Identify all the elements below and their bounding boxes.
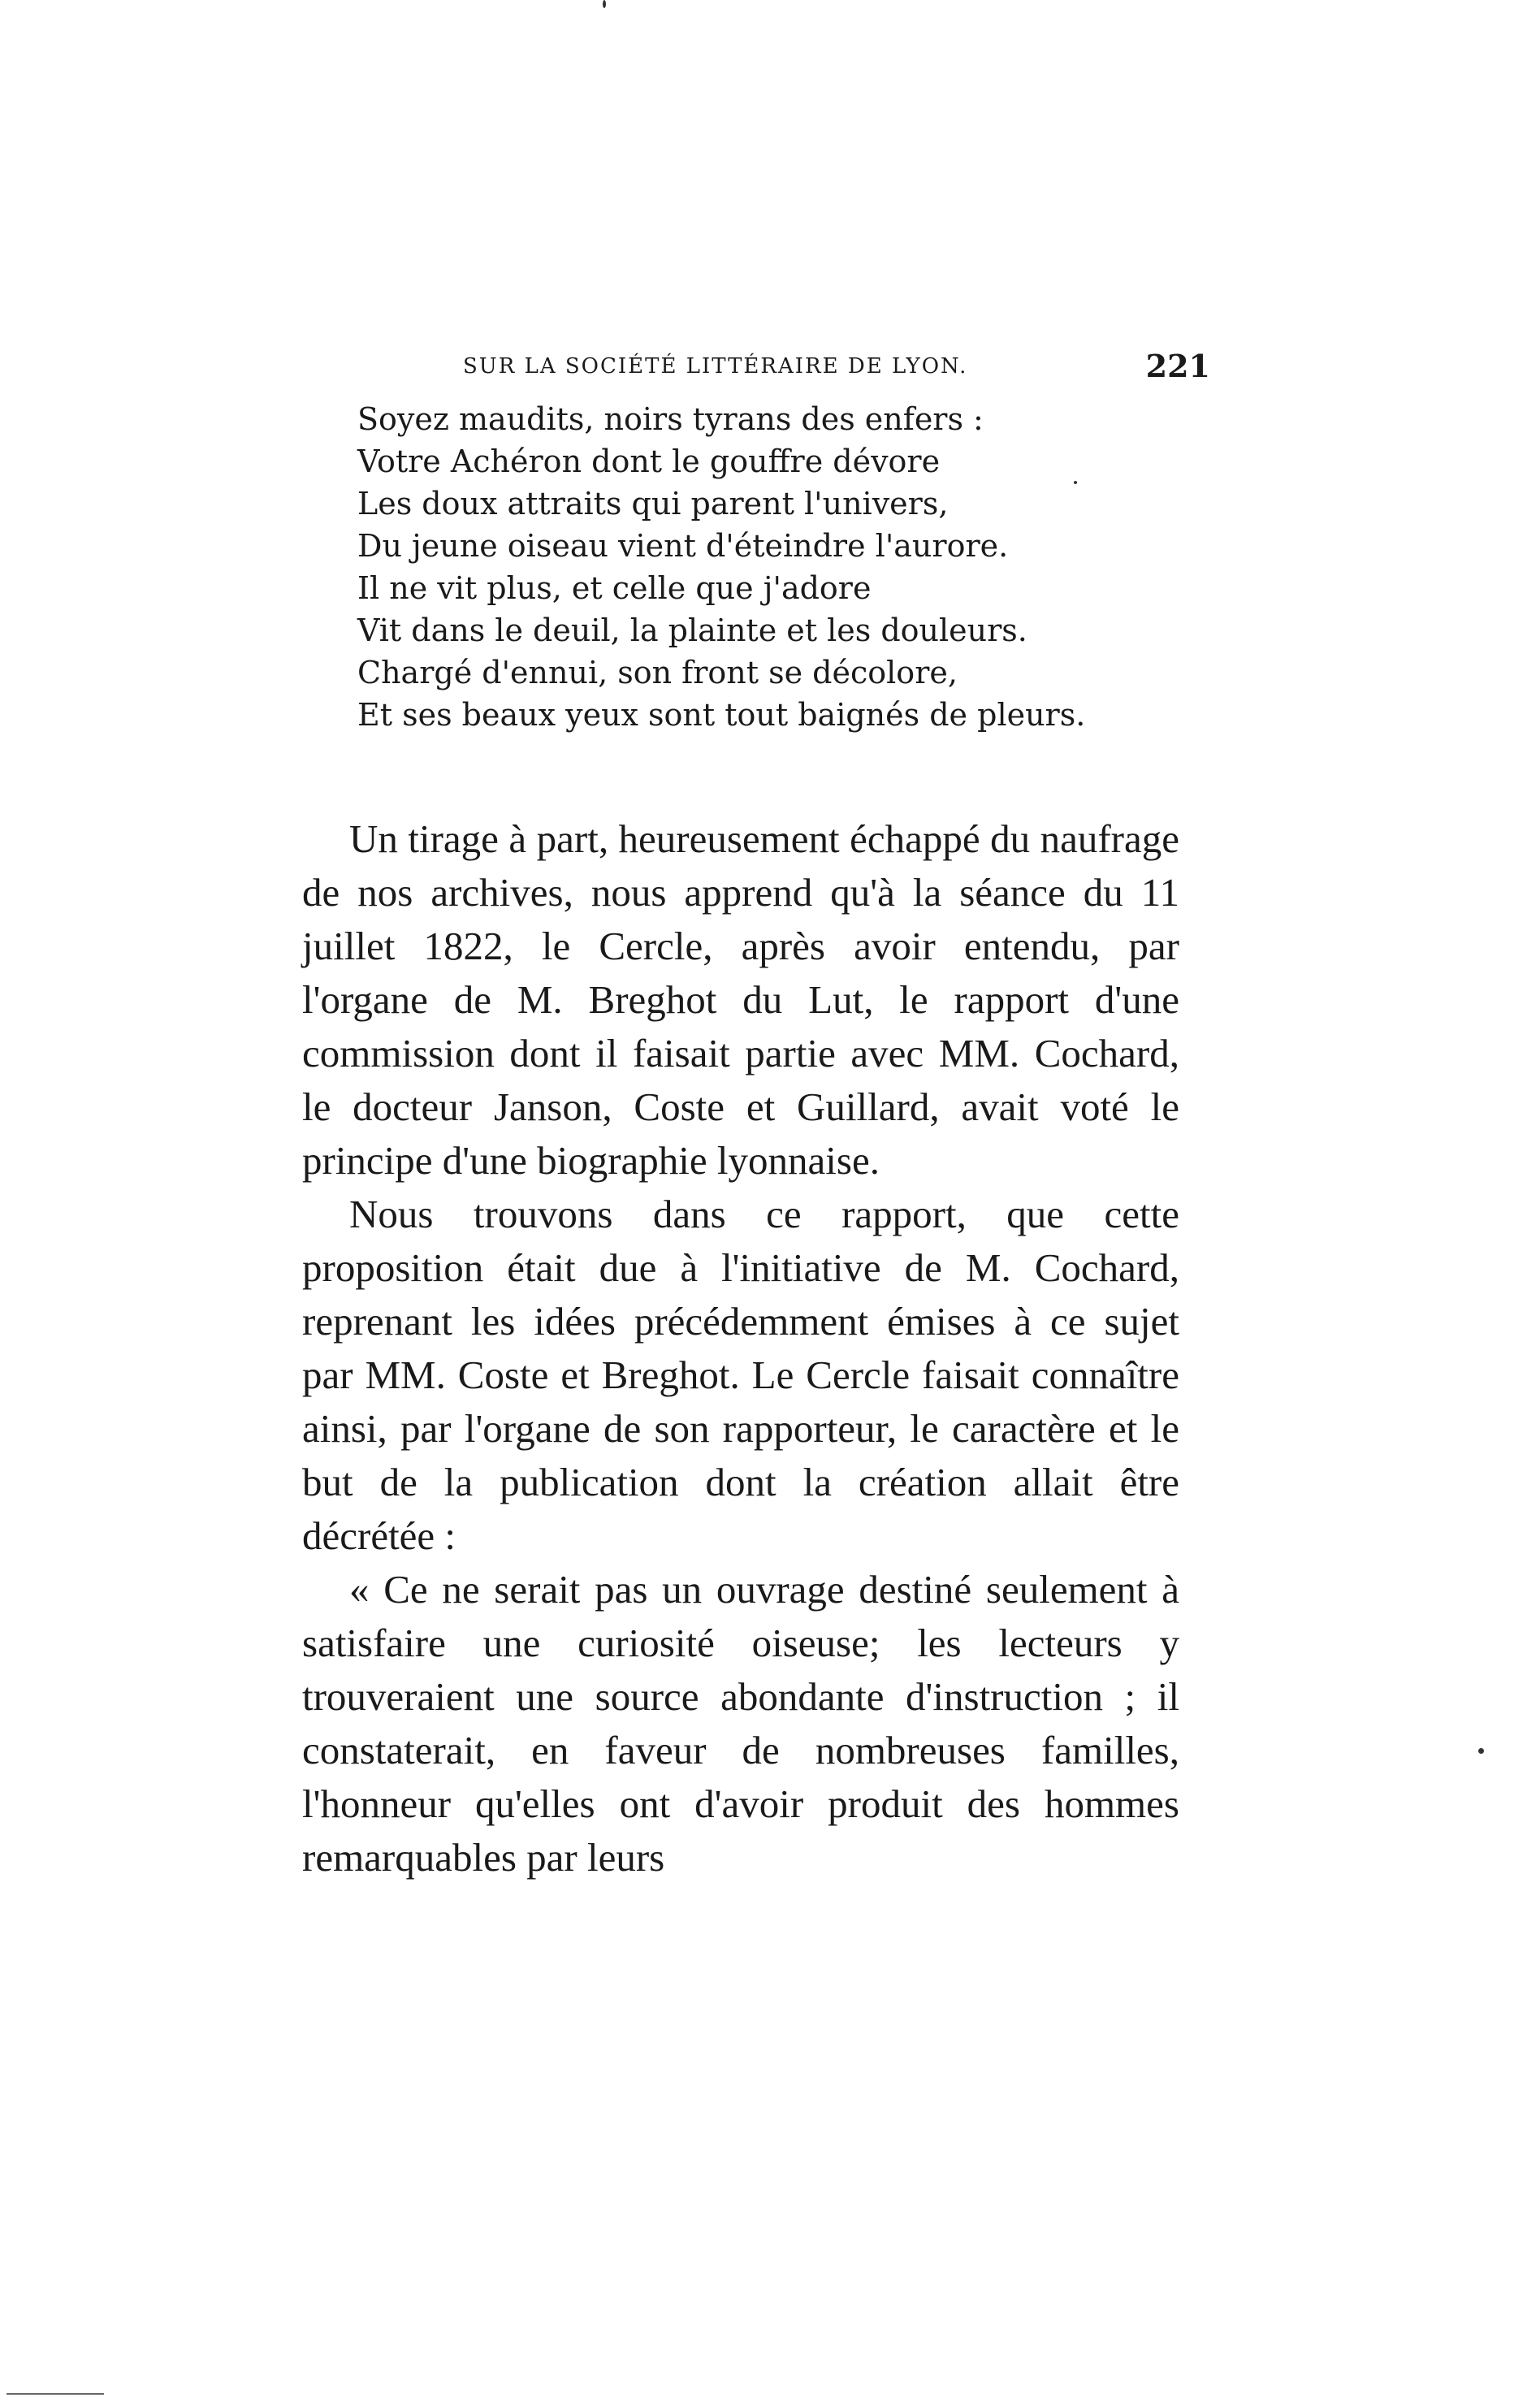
poem-stanza	[357, 398, 1170, 736]
running-title: SUR LA SOCIÉTÉ LITTÉRAIRE DE LYON.	[463, 354, 968, 379]
poem-line: Vit dans le deuil, la plainte et les douleurs.	[357, 612, 1027, 648]
poem-line: Du jeune oiseau vient d'éteindre l'aurore.	[357, 528, 1009, 564]
poem-line: Soyez maudits, noirs tyrans des enfers :	[357, 401, 984, 437]
ink-speck	[1478, 1748, 1484, 1754]
ink-speck	[603, 0, 606, 8]
paragraph: « Ce ne serait pas un ouvrage destiné seulement à satisfaire une curiosité oiseuse; les lecteurs y trouveraient une source abondante d'instruction ; il constaterait, en faveur de nombreuses familles, l'honneur qu'elles ont d'avoir produit des hommes remarquables par leurs	[302, 1567, 1179, 1880]
poem-line: Votre Achéron dont le gouffre dévore	[357, 444, 941, 479]
ink-speck	[1074, 481, 1077, 484]
body-text	[302, 812, 1179, 1885]
poem-line: Il ne vit plus, et celle que j'adore	[357, 570, 872, 606]
running-head	[463, 348, 1210, 396]
scan-edge-rule	[6, 2393, 104, 2395]
poem-line: Les doux attraits qui parent l'univers,	[357, 486, 949, 522]
page-number: 221	[1145, 348, 1210, 384]
poem-line: Et ses beaux yeux sont tout baignés de pleurs.	[357, 697, 1086, 733]
paragraph: Un tirage à part, heureusement échappé du naufrage de nos archives, nous apprend qu'à la séance du 11 juillet 1822, le Cercle, après avoir entendu, par l'organe de M. Breghot du Lut, le rapport d'une commission dont il faisait partie avec MM. Cochard, le docteur Janson, Coste et Guillard, avait voté le principe d'une biographie lyonnaise.	[302, 816, 1179, 1183]
paragraph: Nous trouvons dans ce rapport, que cette proposition était due à l'initiative de M. Cochard, reprenant les idées précédemment émises à ce sujet par MM. Coste et Breghot. Le Cercle faisait connaître ainsi, par l'organe de son rapporteur, le caractère et le but de la publication dont la création allait être décrétée :	[302, 1192, 1179, 1558]
poem-line: Chargé d'ennui, son front se décolore,	[357, 655, 958, 690]
